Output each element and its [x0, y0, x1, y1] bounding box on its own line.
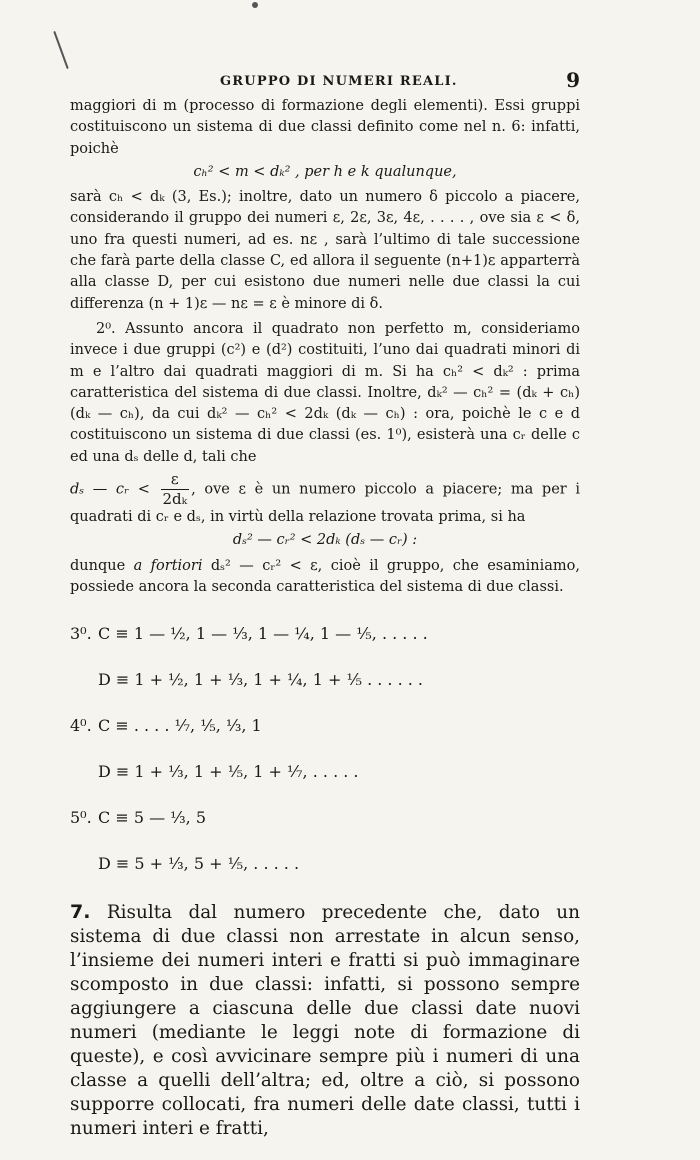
paragraph-2 — [70, 319, 580, 468]
paragraph-2-frac-line — [70, 472, 580, 528]
running-title: GRUPPO DI NUMERI REALI. — [220, 74, 458, 89]
page-header — [70, 70, 580, 94]
example-label: 3⁰. — [70, 623, 92, 643]
example-formula: D ≡ 1 + ⅓, 1 + ⅕, 1 + ⅐, . . . . . — [98, 761, 359, 781]
example-row — [70, 748, 580, 794]
examples-list — [70, 610, 580, 886]
example-row — [70, 840, 580, 886]
example-row — [70, 794, 580, 840]
page-body — [70, 96, 580, 1160]
relation-equation: dₛ² — cᵣ² < 2dₖ (dₛ — cᵣ) : — [232, 532, 418, 549]
example-row — [70, 656, 580, 702]
example-label: 5⁰. — [70, 807, 92, 827]
section-number: 7. — [70, 901, 91, 924]
ink-speck — [252, 2, 258, 8]
paragraph-continuation: maggiori di m (processo di formazione degli elementi). Essi gruppi costituiscono un sistema di due classi definito come nel n. 6: infatti, poichè — [70, 98, 580, 157]
example-row — [70, 702, 580, 748]
example-formula: D ≡ 1 + ½, 1 + ⅓, 1 + ¼, 1 + ⅕ . . . . . . — [98, 669, 424, 689]
page-number: 9 — [566, 68, 580, 92]
example-label: 4⁰. — [70, 715, 92, 735]
example-row — [70, 610, 580, 656]
example-formula: D ≡ 5 + ⅓, 5 + ⅕, . . . . . — [98, 853, 300, 873]
ink-speck — [53, 31, 69, 69]
section-7-text: Risulta dal numero precedente che, dato un sistema di due classi non arrestate in alcun senso, l’insieme dei numeri interi e fratti si può immaginare scomposto in due classi: infatti, si possono sempre aggiungere a ciascuna delle due classi date nuovi numeri (mediante le leggi note di formazione di queste), e così avvicinare sempre più i numeri di una classe a quelli dell’altra; ed, oltre a ciò, si possono supporre collocati, fra numeri delle date classi, tutti i numeri interi e fratti, — [70, 902, 580, 1140]
conclusion-pre: dunque — [70, 557, 134, 574]
fraction — [161, 472, 190, 507]
paragraph-2-text-b: , ove ε è un numero piccolo a piacere; ma per i quadrati di cᵣ e dₛ, in virtù della relazione trovata prima, si ha — [70, 481, 580, 526]
paragraph-text: sarà cₕ < dₖ (3, Es.); inoltre, dato un numero δ piccolo a piacere, considerando il gruppo dei numeri ε, 2ε, 3ε, 4ε, . . . . , ove sia ε < δ, uno fra questi numeri, ad es. nε , sarà l’ultimo di tale successione che farà parte della classe C, ed allora il seguente (n+1)ε apparterrà alla classe D, per cui esistono due numeri nelle due classi la cui differenza (n + 1)ε — nε = ε è minore di δ. — [70, 189, 580, 312]
section-7 — [70, 900, 580, 1141]
example-formula: C ≡ 5 — ⅓, 5 — [98, 807, 207, 827]
fraction-numerator: ε — [161, 472, 190, 490]
frac-prefix: dₛ — cᵣ < — [70, 481, 150, 498]
example-formula: C ≡ 1 — ½, 1 — ⅓, 1 — ¼, 1 — ⅕, . . . . . — [98, 623, 428, 643]
conclusion-italic: a fortiori — [133, 557, 203, 574]
paragraph-2-text-a: 2⁰. Assunto ancora il quadrato non perfetto m, consideriamo invece i due gruppi (c²) e (d²) costituiti, l’uno dai quadrati minori di m e l’altro dai quadrati maggiori di m. Si ha cₕ² < dₖ² : prima caratteristica del sistema di due classi. Inoltre, dₖ² — cₕ² = (dₖ + cₕ) (dₖ — cₕ), da cui dₖ² — cₕ² < 2dₖ (dₖ — cₕ) : ora, poichè le c e d costituiscono un sistema di due classi (es. 1⁰), esisterà una cᵣ delle c ed una dₛ delle d, tali che — [70, 320, 580, 465]
paragraph-2-conclusion — [70, 556, 580, 599]
fraction-denominator: 2dₖ — [162, 490, 188, 509]
inequality-equation: cₕ² < m < dₖ² , per h e k qualunque, — [193, 163, 457, 180]
example-formula: C ≡ . . . . ⅐, ⅕, ⅓, 1 — [98, 715, 262, 735]
conclusion-post: dₛ² — cᵣ² < ε, cioè il gruppo, che esaminiamo, possiede ancora la seconda caratteristica del sistema di due classi. — [70, 557, 580, 595]
